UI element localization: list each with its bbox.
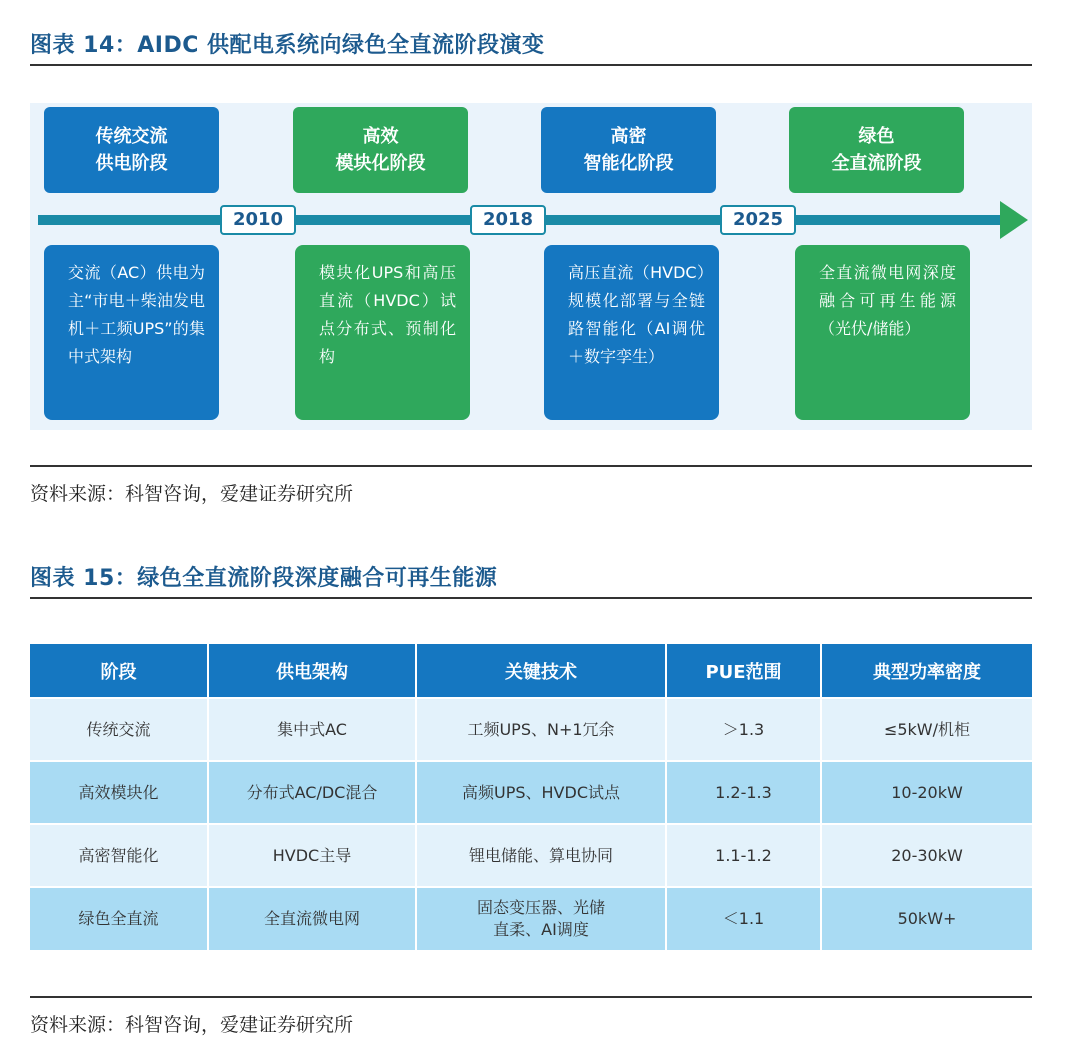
table-cell: 1.2-1.3	[666, 761, 821, 824]
year-2018: 2018	[470, 205, 546, 235]
table-cell: 高密智能化	[30, 824, 208, 887]
year-2025: 2025	[720, 205, 796, 235]
table-row	[30, 698, 1032, 761]
column-header: 供电架构	[208, 644, 416, 698]
table-cell: HVDC主导	[208, 824, 416, 887]
desc-traditional-ac: 交流（AC）供电为主“市电＋柴油发电机＋工频UPS”的集中式架构	[44, 245, 219, 420]
table-cell: 50kW+	[821, 887, 1032, 950]
table-header-row	[30, 644, 1032, 698]
table-cell: 高频UPS、HVDC试点	[416, 761, 666, 824]
figure14-title: 图表 14：AIDC 供配电系统向绿色全直流阶段演变	[30, 33, 545, 58]
column-header: PUE范围	[666, 644, 821, 698]
arrow-right-icon	[1000, 201, 1028, 239]
table-cell: 分布式AC/DC混合	[208, 761, 416, 824]
table-cell: 传统交流	[30, 698, 208, 761]
stage-modular: 高效 模块化阶段	[293, 107, 468, 193]
title-rule	[30, 64, 1032, 66]
table-row	[30, 761, 1032, 824]
stage-comparison-table	[30, 644, 1032, 950]
table-row	[30, 824, 1032, 887]
table-cell: 1.1-1.2	[666, 824, 821, 887]
source-rule	[30, 465, 1032, 467]
table-cell: 固态变压器、光储直柔、AI调度	[416, 887, 666, 950]
column-header: 典型功率密度	[821, 644, 1032, 698]
desc-modular: 模块化UPS和高压直流（HVDC）试点分布式、预制化构	[295, 245, 470, 420]
table-cell: 锂电储能、算电协同	[416, 824, 666, 887]
title-rule	[30, 597, 1032, 599]
desc-green-dc: 全直流微电网深度融合可再生能源（光伏/储能）	[795, 245, 970, 420]
table-cell: 10-20kW	[821, 761, 1032, 824]
figure15-source: 资料来源：科智咨询，爱建证券研究所	[30, 1014, 354, 1036]
table-cell: ＜1.1	[666, 887, 821, 950]
figure14-source: 资料来源：科智咨询，爱建证券研究所	[30, 483, 354, 505]
stage-traditional-ac: 传统交流 供电阶段	[44, 107, 219, 193]
stage-high-density: 高密 智能化阶段	[541, 107, 716, 193]
column-header: 关键技术	[416, 644, 666, 698]
table-row	[30, 887, 1032, 950]
table-cell: 集中式AC	[208, 698, 416, 761]
table-cell: 工频UPS、N+1冗余	[416, 698, 666, 761]
desc-high-density: 高压直流（HVDC）规模化部署与全链路智能化（AI调优＋数字孪生）	[544, 245, 719, 420]
column-header: 阶段	[30, 644, 208, 698]
source-rule	[30, 996, 1032, 998]
table-cell: ≤5kW/机柜	[821, 698, 1032, 761]
year-2010: 2010	[220, 205, 296, 235]
table-cell: 高效模块化	[30, 761, 208, 824]
table-cell: ＞1.3	[666, 698, 821, 761]
table-cell: 绿色全直流	[30, 887, 208, 950]
table-cell: 全直流微电网	[208, 887, 416, 950]
table-cell: 20-30kW	[821, 824, 1032, 887]
figure15-title: 图表 15：绿色全直流阶段深度融合可再生能源	[30, 566, 498, 591]
stage-green-dc: 绿色 全直流阶段	[789, 107, 964, 193]
